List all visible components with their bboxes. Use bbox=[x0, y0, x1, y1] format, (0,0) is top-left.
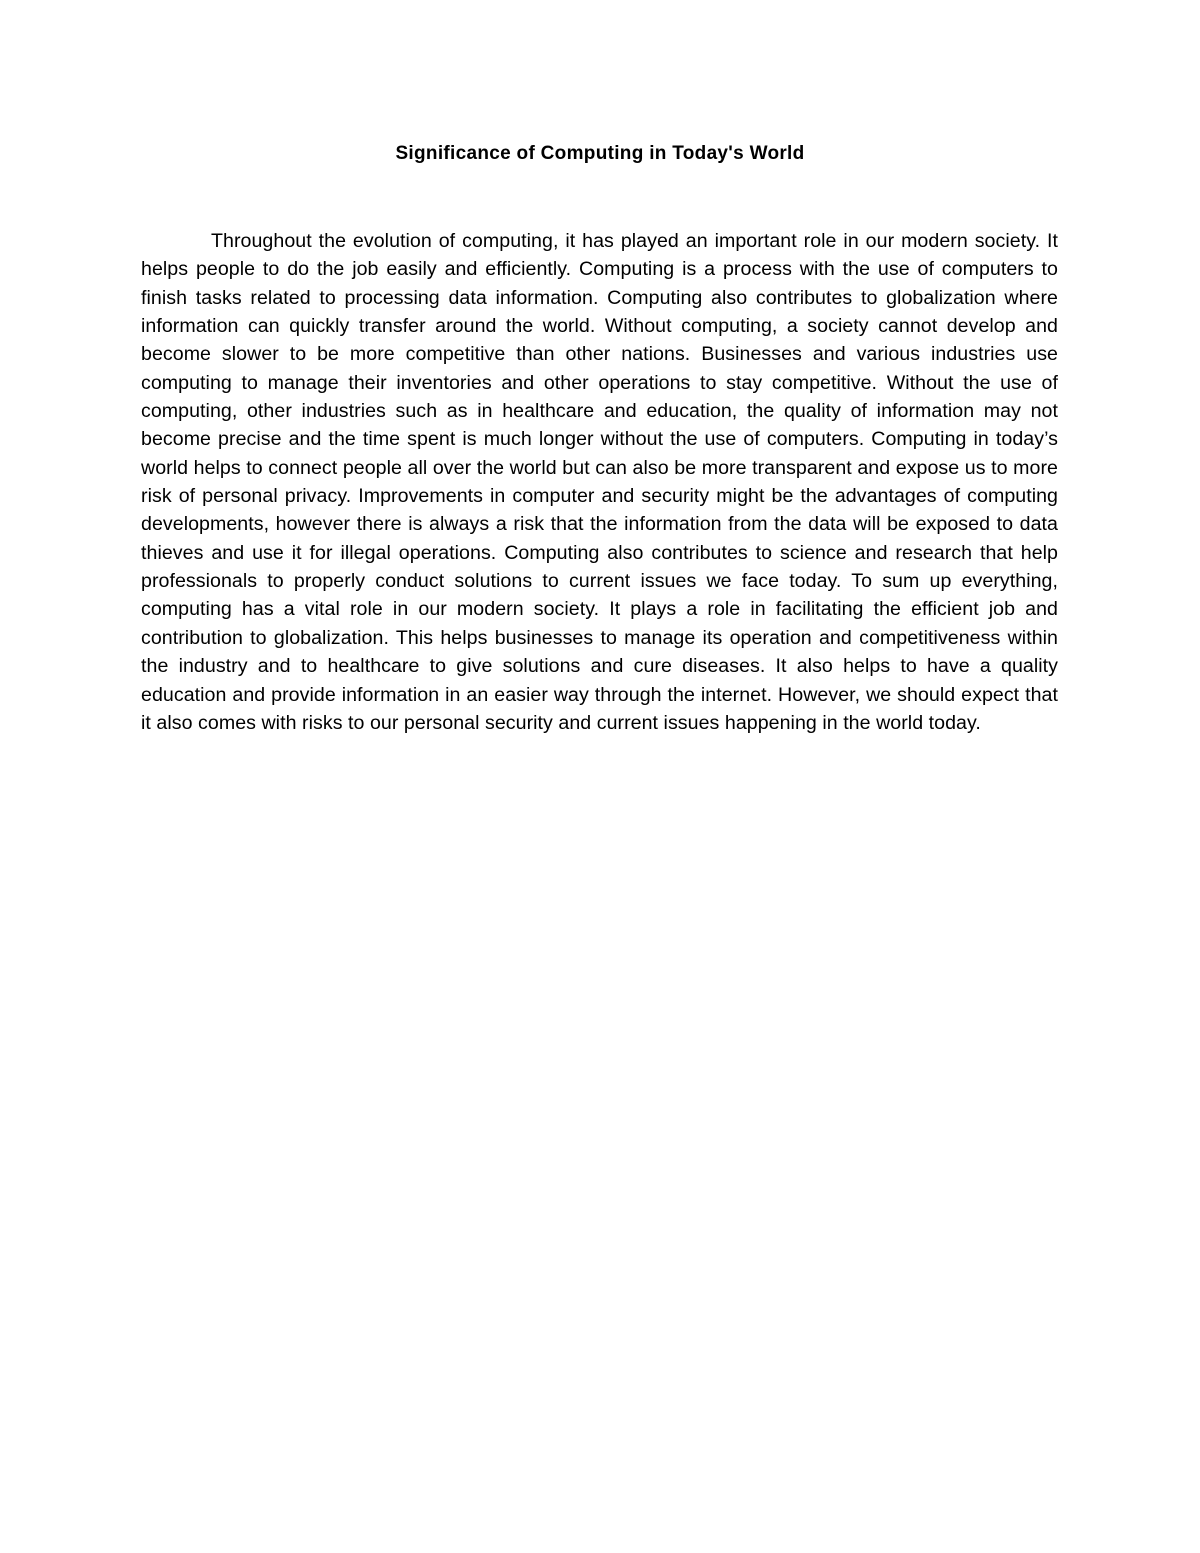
document-title: Significance of Computing in Today's World bbox=[395, 143, 805, 164]
document-body-paragraph: Throughout the evolution of computing, it has played an important role in our modern society. It helps people to do the job easily and efficiently. Computing is a process with the use of computers to finish tasks related to processing data information. Computing also contributes to globalization where information can quickly transfer around the world. Without computing, a society cannot develop and become slower to be more competitive than other nations. Businesses and various industries use computing to manage their inventories and other operations to stay competitive. Without the use of computing, other industries such as in healthcare and education, the quality of information may not become precise and the time spent is much longer without the use of computers. Computing in today’s world helps to connect people all over the world but can also be more transparent and expose us to more risk of personal privacy. Improvements in computer and security might be the advantages of computing developments, however there is always a risk that the information from the data will be exposed to data thieves and use it for illegal operations. Computing also contributes to science and research that help professionals to properly conduct solutions to current issues we face today. To sum up everything, computing has a vital role in our modern society. It plays a role in facilitating the efficient job and contribution to globalization. This helps businesses to manage its operation and competitiveness within the industry and to healthcare to give solutions and cure diseases. It also helps to have a quality education and provide information in an easier way through the internet. However, we should expect that it also comes with risks to our personal security and current issues happening in the world today. bbox=[141, 230, 1058, 734]
